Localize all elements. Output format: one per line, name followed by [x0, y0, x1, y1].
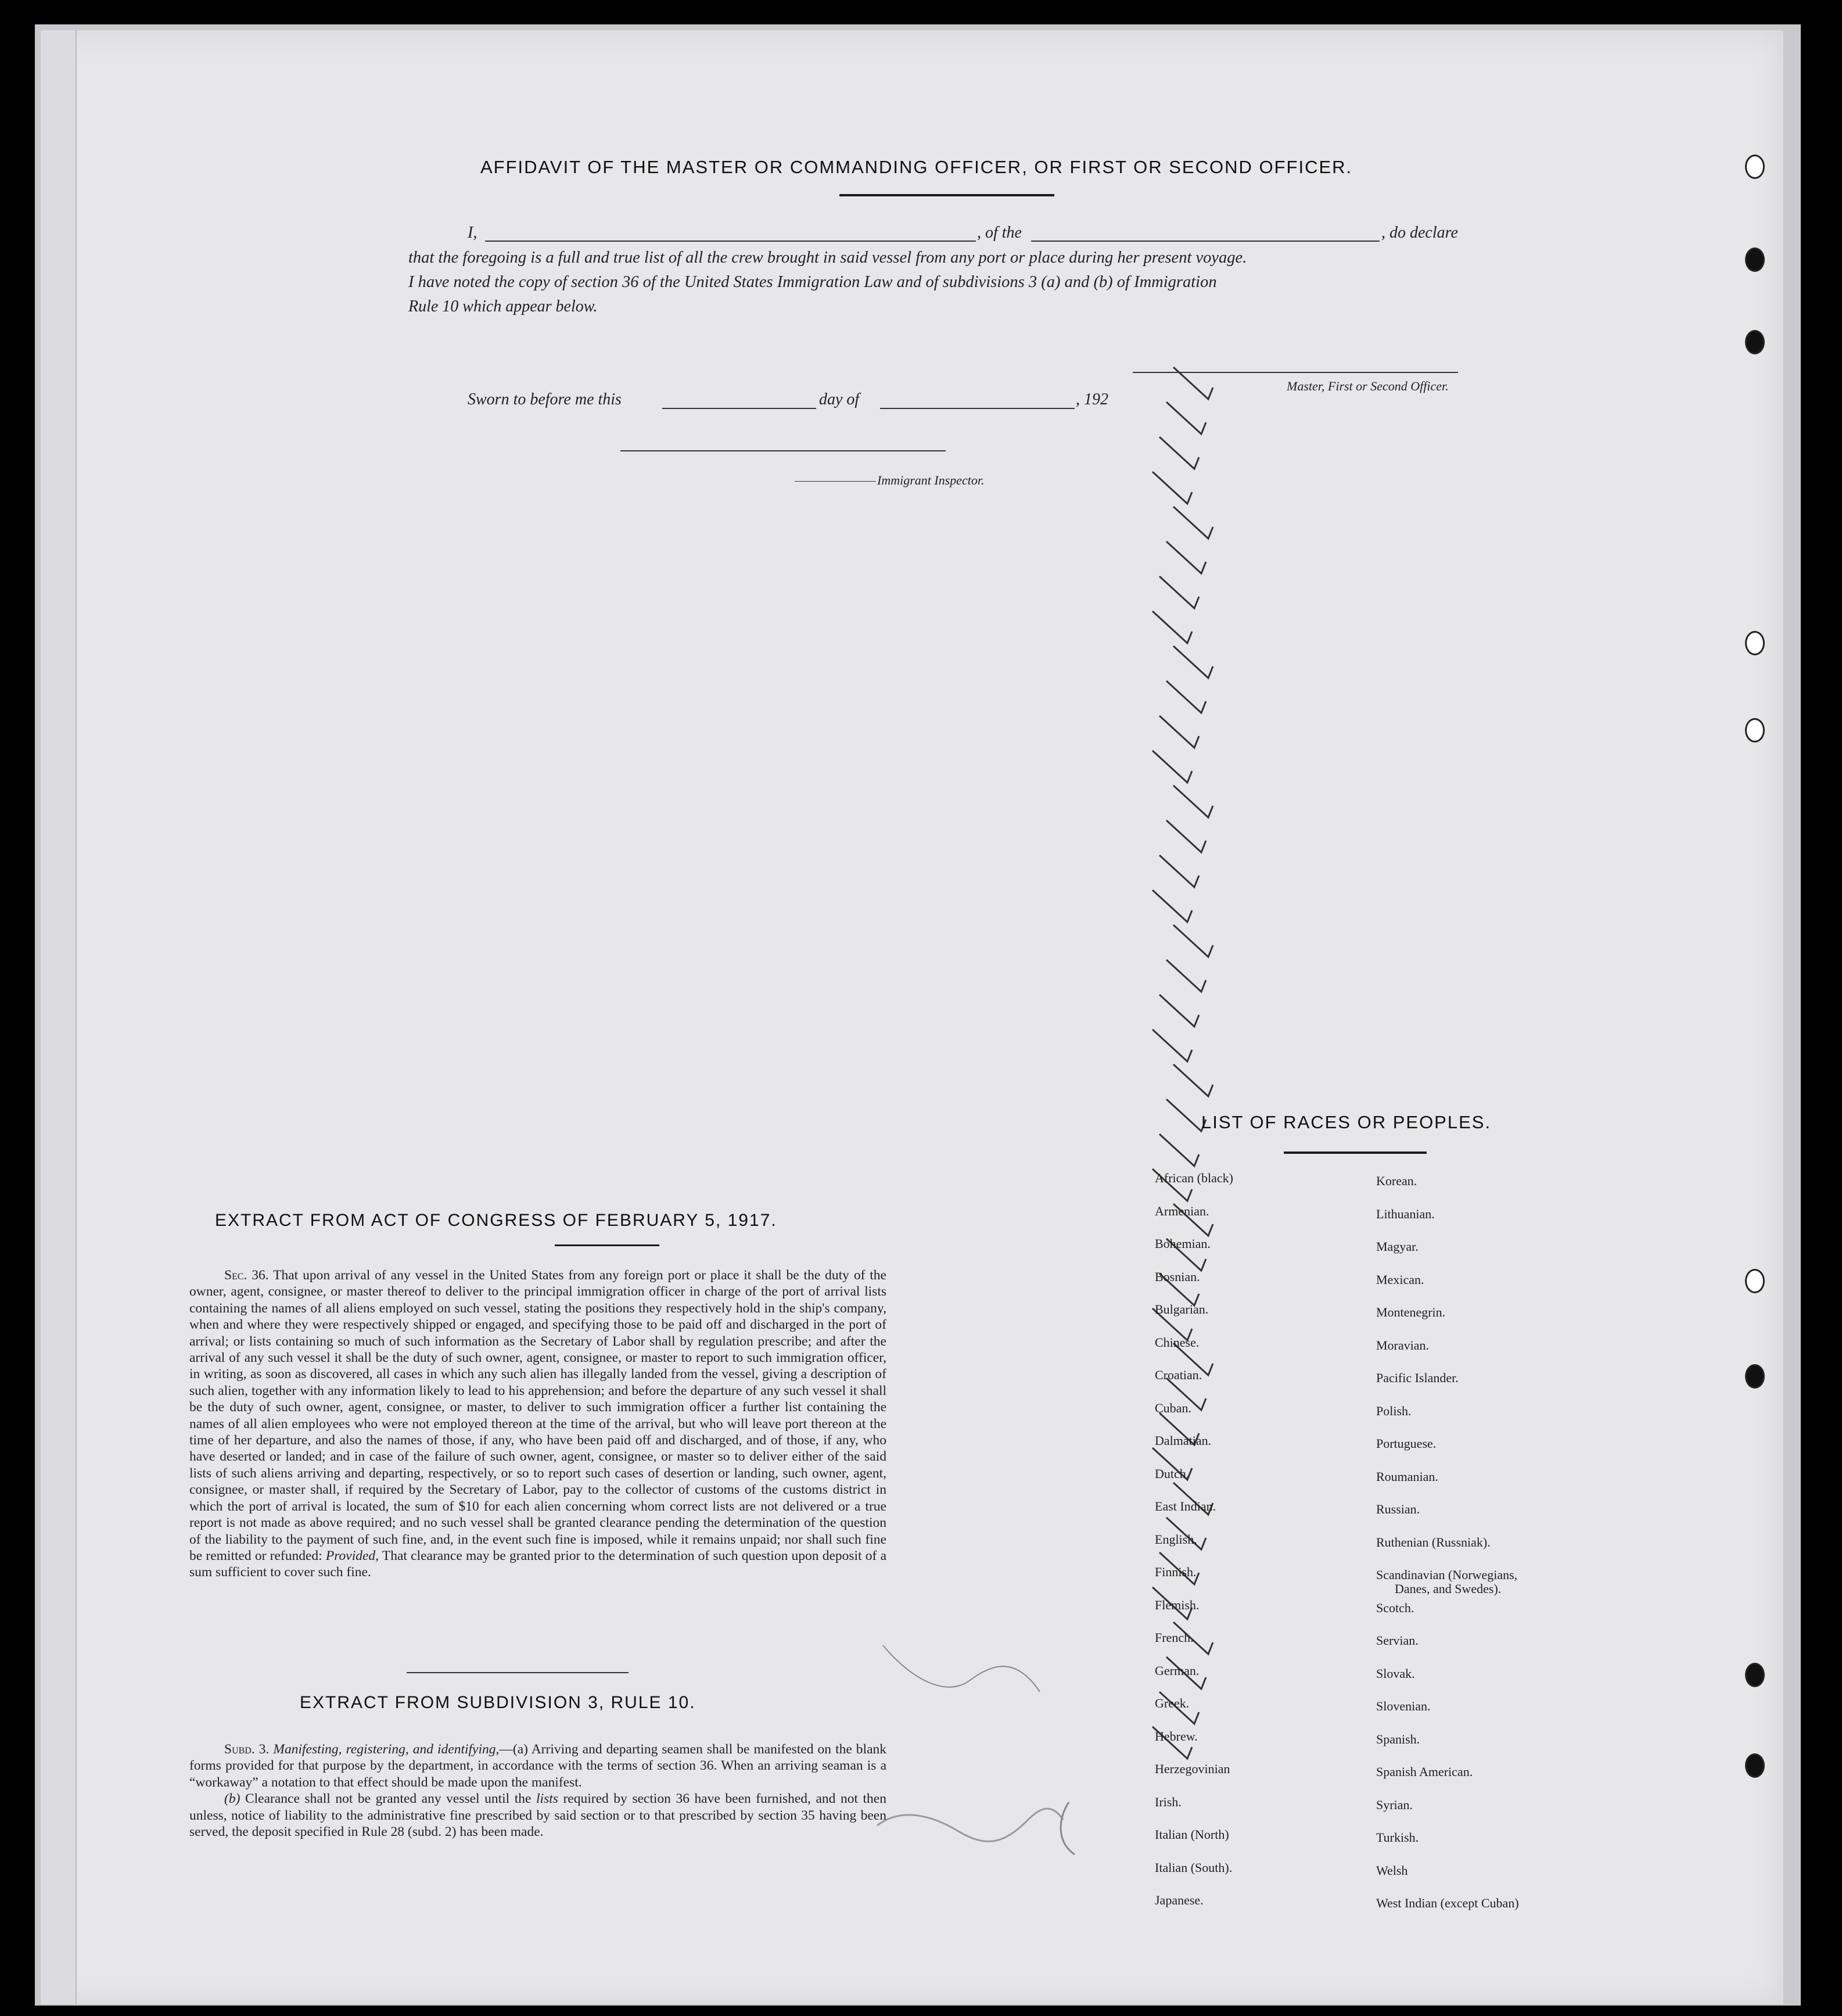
check-mark	[1166, 541, 1206, 573]
binder-hole	[1745, 247, 1765, 272]
binder-hole	[1745, 631, 1765, 655]
check-mark	[1166, 681, 1206, 713]
race-item: Japanese.	[1155, 1893, 1204, 1907]
race-item: West Indian (except Cuban)	[1376, 1896, 1519, 1910]
race-item: Finnish.	[1155, 1565, 1197, 1579]
race-item: Spanish.	[1376, 1731, 1420, 1746]
check-mark	[1159, 855, 1199, 887]
para-b-text-2: required by section 36 have been furnished, and not then unless, notice of liability to the administrative fine prescribed by said section or to that prescribed by section 35 having been served, the deposit specified in Rule 28 (subd. 2) has been made.	[189, 1791, 886, 1840]
race-item: Slovak.	[1376, 1666, 1415, 1681]
act-extract-title: EXTRACT FROM ACT OF CONGRESS OF FEBRUARY 5, 1917.	[215, 1211, 777, 1230]
binder-hole	[1745, 1269, 1765, 1293]
race-item: Irish.	[1155, 1794, 1182, 1809]
race-item: Chinese.	[1155, 1335, 1200, 1350]
race-item: Bosnian.	[1155, 1269, 1200, 1284]
rule-separator	[407, 1672, 629, 1673]
race-item: Lithuanian.	[1376, 1206, 1435, 1221]
section-36-text	[189, 1267, 886, 1581]
race-item: Dutch.	[1155, 1466, 1190, 1481]
race-item: Armenian.	[1155, 1203, 1209, 1218]
race-item: Hebrew.	[1155, 1728, 1198, 1744]
master-label: Master, First or Second Officer.	[1287, 379, 1449, 393]
race-item: Slovenian.	[1376, 1699, 1431, 1713]
race-item: German.	[1155, 1663, 1200, 1678]
affidavit-title-rule	[839, 194, 1054, 196]
races-title-rule	[1284, 1152, 1427, 1154]
affidavit-statement-1: that the foregoing is a full and true list of all the crew brought in said vessel from any port or place during her present voyage.	[408, 249, 1247, 267]
binder-hole	[1745, 1663, 1765, 1687]
race-item: Italian (North)	[1155, 1827, 1229, 1842]
affidavit-statement-3: Rule 10 which appear below.	[408, 297, 598, 315]
race-item: Polish.	[1376, 1403, 1412, 1418]
race-item: Syrian.	[1376, 1797, 1413, 1812]
sworn-month-blank	[880, 408, 1075, 409]
subdivision-3-text	[189, 1741, 886, 1840]
race-item: Scotch.	[1376, 1600, 1414, 1615]
check-mark	[1173, 367, 1213, 399]
race-item: Mexican.	[1376, 1272, 1424, 1287]
manifest-page	[41, 30, 1783, 2004]
sworn-day-blank	[662, 408, 816, 409]
race-item: Flemish.	[1155, 1597, 1200, 1612]
left-page-stack	[41, 30, 77, 2004]
check-mark	[1152, 1029, 1192, 1061]
provided-text: That clearance may be granted prior to the determination of such question upon deposit of a sum sufficient to cover such fine.	[189, 1548, 887, 1580]
race-item: Croatian.	[1155, 1368, 1202, 1382]
affidavit-declare: , do declare	[1381, 224, 1458, 242]
race-item: Magyar.	[1376, 1239, 1419, 1254]
check-mark	[1173, 1064, 1213, 1096]
para-a-label: —(a)	[499, 1742, 528, 1757]
race-item: Cuban.	[1155, 1400, 1191, 1415]
check-mark	[1166, 402, 1206, 434]
race-item-continuation: Danes, and Swedes).	[1395, 1581, 1502, 1596]
binder-hole	[1745, 1364, 1765, 1389]
handwritten-scrawl	[866, 1610, 1109, 1901]
race-item: Pacific Islander.	[1376, 1371, 1459, 1385]
race-item: African (black)	[1155, 1171, 1233, 1185]
race-item: Greek.	[1155, 1696, 1190, 1710]
subd-heading: Manifesting, registering, and identifying,	[273, 1742, 500, 1757]
binder-hole	[1745, 155, 1765, 179]
check-mark	[1152, 890, 1192, 922]
affidavit-statement-2: I have noted the copy of section 36 of the United States Immigration Law and of subdivisions 3 (a) and (b) of Immigration	[408, 273, 1217, 291]
section-36-label: Sec. 36.	[224, 1268, 269, 1283]
section-36-body: That upon arrival of any vessel in the United States from any foreign port or place it shall be the duty of the owner, agent, consignee, or master thereof to deliver to the principal immigration officer in charge of the port of arrival lists containing the names of all aliens employed on such vessel, stating the positions they respectively hold in the ship's company, when and where they were respectively shipped or engaged, and specifying those to be paid off and discharged in the port of arrival; or lists containing so much of such information as the Secretary of Labor shall by regulation prescribe; and after the arrival of any such vessel it shall be the duty of such owner, agent, consignee, or master to report to such immigration officer, in writing, as soon as discovered, all cases in which any such alien has illegally landed from the vessel, giving a description of such alien, together with any information likely to lead to his apprehension; and before the departure of any such vessel it shall be the duty of such owner, agent, consignee, or master, to deliver to such immigration officer a further list containing the names of all alien employees who were not employed thereon at the time of the arrival, but who will leave port thereon at the time of her departure, and also the names of those, if any, who have been paid off and discharged, and of those, if any, who have deserted or landed; and in case of the failure of such owner, agent, consignee, or master so to deliver either of the said lists of such aliens arriving and departing, respectively, or so to report such cases of desertion or landing, such owner, agent, consignee, or master shall, if required by the Secretary of Labor, pay to the collector of customs of the customs district in which the port of arrival is located, the sum of $10 for each alien concerning whom correct lists are not delivered or a true report is not made as above required; and no such vessel shall be granted clearance pending the determination of the question of the liability to the payment of such fine, and, in the event such fine is imposed, while it remains unpaid; nor shall such fine be remitted or refunded:	[189, 1268, 886, 1563]
race-item: English.	[1155, 1531, 1197, 1547]
check-mark	[1166, 960, 1206, 992]
race-item: Dalmatian.	[1155, 1433, 1212, 1448]
inspector-label: Immigrant Inspector.	[877, 473, 985, 487]
affidavit-i: I,	[468, 224, 477, 242]
race-item: Herzegovinian	[1155, 1762, 1230, 1776]
race-item: Montenegrin.	[1376, 1305, 1446, 1319]
inspector-short-line	[795, 481, 876, 482]
check-mark	[1159, 716, 1199, 748]
binder-hole	[1745, 718, 1765, 742]
race-item: Servian.	[1376, 1633, 1419, 1648]
race-item: Welsh	[1376, 1863, 1408, 1878]
check-mark	[1152, 611, 1192, 643]
check-mark	[1152, 751, 1192, 783]
race-item: Korean.	[1376, 1174, 1417, 1188]
affidavit-title: AFFIDAVIT OF THE MASTER OR COMMANDING OFFICER, OR FIRST OR SECOND OFFICER.	[480, 157, 1353, 177]
sworn-prefix: Sworn to before me this	[468, 390, 622, 408]
races-right-column	[1376, 1174, 1608, 1929]
check-mark	[1173, 785, 1213, 817]
race-item: Bohemian.	[1155, 1236, 1211, 1251]
race-item: Moravian.	[1376, 1337, 1430, 1353]
para-a-text: Arriving and departing seamen shall be manifested on the blank forms provided for that purpose by the department, in accordance with the terms of section 36. When an arriving seaman is a “workaway” a notation to that effect should be made upon the manifest.	[189, 1742, 887, 1790]
affidavit-of-the: , of the	[977, 224, 1022, 242]
race-item: Scandinavian (Norwegians, Danes, and Swedes).	[1376, 1567, 1518, 1596]
check-mark	[1159, 576, 1199, 608]
sworn-year: , 192	[1076, 390, 1108, 408]
race-item: Ruthenian (Russniak).	[1376, 1534, 1491, 1549]
race-item: Italian (South).	[1155, 1860, 1233, 1875]
races-left-column	[1155, 1171, 1347, 1926]
subd-label: Subd. 3.	[224, 1742, 270, 1757]
sworn-day-of: day of	[819, 390, 860, 408]
check-mark	[1159, 1134, 1199, 1166]
race-item: Spanish American.	[1376, 1764, 1473, 1779]
check-mark	[1159, 437, 1199, 469]
check-mark	[1173, 507, 1213, 539]
check-mark	[1166, 1099, 1206, 1131]
race-item: Roumanian.	[1376, 1469, 1438, 1484]
races-title: LIST OF RACES OR PEOPLES.	[1201, 1112, 1492, 1132]
para-b-text-1: Clearance shall not be granted any vessel until the	[245, 1791, 532, 1807]
race-item: French.	[1155, 1630, 1194, 1645]
provided-label: Provided,	[325, 1548, 379, 1563]
para-b-lists: lists	[536, 1791, 558, 1807]
name-blank	[485, 241, 976, 242]
check-mark	[1159, 995, 1199, 1027]
check-mark	[1173, 646, 1213, 678]
vessel-blank	[1031, 241, 1380, 242]
inspector-signature-line	[620, 450, 946, 451]
binder-hole	[1745, 330, 1765, 354]
check-mark	[1166, 820, 1206, 852]
race-item: East Indian.	[1155, 1499, 1216, 1513]
race-item: Turkish.	[1376, 1830, 1419, 1845]
para-b-label: (b)	[224, 1791, 240, 1807]
check-mark	[1173, 925, 1213, 957]
race-item: Portuguese.	[1376, 1436, 1437, 1451]
act-extract-rule	[555, 1244, 659, 1246]
check-mark	[1152, 472, 1192, 504]
race-item: Bulgarian.	[1155, 1302, 1209, 1317]
binder-hole	[1745, 1753, 1765, 1778]
rule-extract-title: EXTRACT FROM SUBDIVISION 3, RULE 10.	[300, 1693, 696, 1712]
race-item: Russian.	[1376, 1502, 1420, 1516]
